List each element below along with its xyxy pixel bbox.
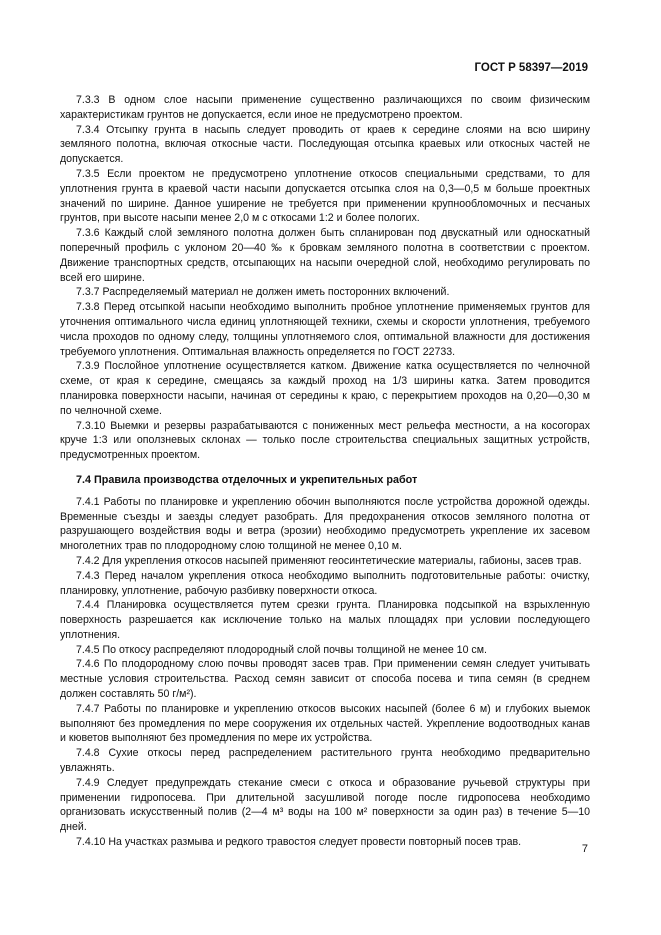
paragraph-7-4-5: 7.4.5 По откосу распределяют плодородный слой почвы толщиной не менее 10 см. <box>76 643 487 656</box>
paragraph-7-4-1: 7.4.1 Работы по планировке и укреплению обочин выполняются после устройства дорожной одежды. Временные съезды и заезды следует разобрать. Для предохранения откосов земляного полотна от разрушающего воздействия воды и ветра (эрозии) необходимо предусмотреть укрепление их засевом многолетних трав по плодородному слою толщиной не менее 0,10 м. <box>60 495 590 553</box>
paragraph-7-3-3: 7.3.3 В одном слое насыпи применение существенно различающихся по своим физическим характеристикам грунтов не допускается, если иное не предусмотрено проектом. <box>60 94 590 121</box>
paragraph-7-4-10: 7.4.10 На участках размыва и редкого травостоя следует провести повторный посев трав. <box>76 836 522 849</box>
paragraph-7-3-6: 7.3.6 Каждый слой земляного полотна должен быть спланирован под двускатный или односкатный поперечный профиль с уклоном 20—40 ‰ к бровкам земляного полотна в соответствии с проектом. Движение транспортных средств, отсыпающих на насыпи очередной слой, необходимо регулировать по всей его ширине. <box>60 227 590 284</box>
paragraph-7-3-9: 7.3.9 Послойное уплотнение осуществляется катком. Движение катка осуществляется по челночной схеме, от края к середине, смещаясь за каждый проход на 1/3 ширины катка. Затем проводится планировка поверхности насыпи, начиная от середины к краю, с перекрытием проходов на 0,20—0,30 м по челночной схеме. <box>60 360 590 417</box>
paragraph-7-4-7: 7.4.7 Работы по планировке и укреплению откосов высоких насыпей (более 6 м) и глубоких выемок выполняют без промедления по мере сооружения их отдельных частей. Укрепление водоотводных канав и кюветов выполняют без промедления по мере их устройства. <box>60 702 590 745</box>
paragraph-7-4-8: 7.4.8 Сухие откосы перед распределением растительного грунта необходимо предварительно увлажнять. <box>60 747 590 775</box>
paragraph-7-4-9: 7.4.9 Следует предупреждать стекание смеси с откоса и образование ручьевой структуры при применении гидропосева. При длительной засушливой погоде после гидропосева необходимо организовать искусственный полив (2—4 м³ воды на 100 м² поверхности за один раз) в течение 5—10 дней. <box>60 776 590 834</box>
paragraph-7-3-7: 7.3.7 Распределяемый материал не должен иметь посторонних включений. <box>76 286 450 299</box>
section-heading-7-4: 7.4 Правила производства отделочных и укрепительных работ <box>76 473 418 486</box>
paragraph-7-4-4: 7.4.4 Планировка осуществляется путем срезки грунта. Планировка подсыпкой на взрыхленную поверхность разрешается как исключение только на малых площадях при условии последующего уплотнения. <box>60 599 590 641</box>
paragraph-7-3-8: 7.3.8 Перед отсыпкой насыпи необходимо выполнить пробное уплотнение применяемых грунтов для уточнения оптимального числа единиц уплотняющей техники, схемы и скорости уплотнения, требуемого числа проходов по одному следу, толщины уплотняемого слоя, оптимальной влажности для достижения требуемого уплотнения. Оптимальная влажность определяется по ГОСТ 22733. <box>60 301 590 358</box>
document-header: ГОСТ Р 58397—2019 <box>474 62 588 74</box>
paragraph-7-4-3: 7.4.3 Перед началом укрепления откоса необходимо выполнить подготовительные работы: очистку, планировку, уплотнение, рабочую разбивку поверхности откоса. <box>60 569 590 597</box>
paragraph-7-4-2: 7.4.2 Для укрепления откосов насыпей применяют геосинтетические материалы, габионы, засев трав. <box>76 554 582 567</box>
paragraph-7-3-4: 7.3.4 Отсыпку грунта в насыпь следует проводить от краев к середине слоями на всю ширину земляного полотна, включая откосные части. Последующая отсыпка краевых или откосных частей не допускается. <box>60 123 590 166</box>
document-body <box>60 93 590 850</box>
paragraph-7-4-6: 7.4.6 По плодородному слою почвы проводят засев трав. При применении семян следует учитывать местные условия строительства. Расход семян зависит от способа посева и типа семян (в среднем должен составлять 50 г/м²). <box>60 658 590 701</box>
paragraph-7-3-10: 7.3.10 Выемки и резервы разрабатываются с пониженных мест рельефа местности, а на косогорах круче 1:3 или оползневых склонах — только после строительства специальных защитных устройств, предусмотренных проектом. <box>60 419 590 462</box>
page-number: 7 <box>581 843 588 855</box>
paragraph-7-3-5: 7.3.5 Если проектом не предусмотрено уплотнение откосов специальными средствами, то для уплотнения грунта в краевой части насыпи допускается отсыпка слоя на 0,3—0,5 м больше проектных значений по ширине. Данное уширение не требуется при применении крупнообломочных и песчаных грунтов, при высоте насыпи менее 2,0 м с откосами 1:2 и более пологих. <box>60 167 590 225</box>
